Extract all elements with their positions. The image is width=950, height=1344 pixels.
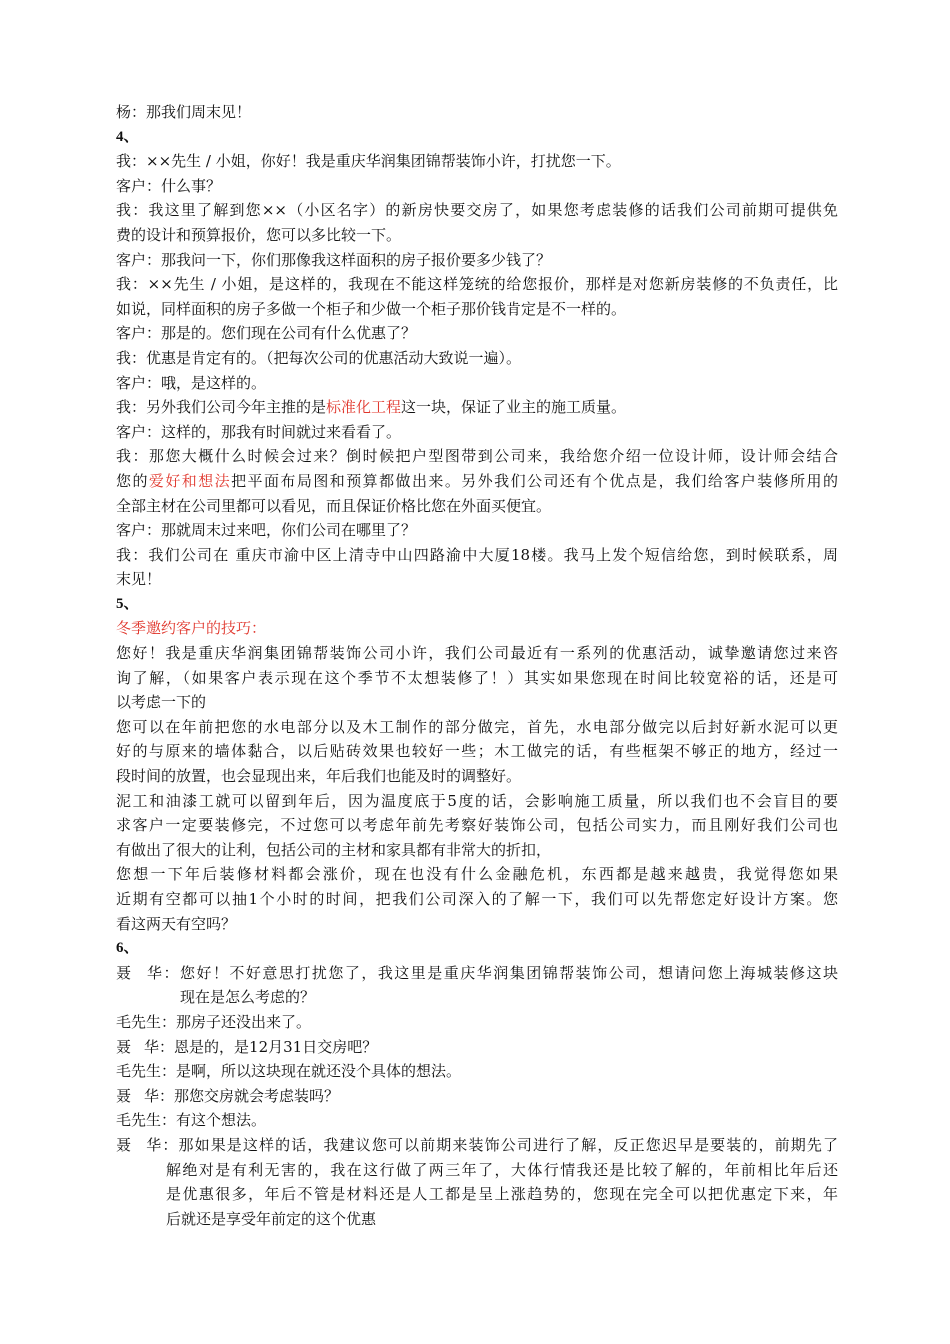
dialogue-continuation: 现在是怎么考虑的？: [180, 988, 316, 1007]
document-body: [116, 100, 838, 1231]
speech-text: 那您交房就会考虑装吗？: [174, 1086, 340, 1105]
speech-text: 那房子还没出来了。: [176, 1012, 312, 1031]
speech-text: 恩是的，是12月31日交房吧？: [174, 1037, 378, 1056]
speaker-name: 毛先生：: [116, 1062, 177, 1081]
paragraph-line: 您好！我是重庆华润集团锦帮装饰公司小许，我们公司最近有一系列的优惠活动，诚挚邀请您过来咨: [116, 644, 838, 663]
section-number-5: 5、: [116, 595, 139, 612]
paragraph-line: 有做出了很大的让利，包括公司的主材和家具都有非常大的折扣，: [116, 840, 552, 859]
speaker-name: 聂 华：: [116, 963, 180, 982]
paragraph-line: 近期有空都可以抽1个小时的时间，把我们公司深入的了解一下，我们可以先帮您定好设计方案。您: [116, 890, 838, 908]
speaker-name: 毛先生：: [116, 1012, 177, 1031]
section-title: 冬季邀约客户的技巧：: [116, 619, 267, 638]
dialogue-line: 如说，同样面积的房子多做一个柜子和少做一个柜子那价钱肯定是不一样的。: [116, 299, 627, 318]
dialogue-line: [116, 1133, 838, 1158]
paragraph-line: 好的与原来的墙体黏合，以后贴砖效果也较好一些；木工做完的话，有些框架不够正的地方，经过一: [116, 742, 838, 761]
paragraph-line: 看这两天有空吗？: [116, 914, 237, 933]
paragraph-line: 您想一下年后装修材料都会涨价，现在也没有什么金融危机，东西都是越来越贵，我觉得您如果: [116, 865, 838, 884]
dialogue-line: [116, 961, 838, 986]
speech-text: 您好！不好意思打扰您了，我这里是重庆华润集团锦帮装饰公司，想请问您上海城装修这块: [179, 963, 838, 982]
dialogue-line: 我：优惠是肯定有的。（把每次公司的优惠活动大致说一遍）。: [116, 348, 522, 367]
dialogue-line: [116, 1010, 838, 1035]
speaker-name: 聂 华：: [116, 1135, 179, 1154]
highlighted-term: 爱好和想法: [148, 471, 232, 490]
dialogue-line: 我：我这里了解到您××（小区名字）的新房快要交房了，如果您考虑装修的话我们公司前期可提供免: [116, 201, 838, 220]
dialogue-line: 客户：什么事？: [116, 176, 222, 195]
dialogue-line: [116, 395, 838, 420]
speech-text: 有这个想法。: [176, 1111, 267, 1130]
dialogue-line: 客户：那我问一下，你们那像我这样面积的房子报价要多少钱了？: [116, 250, 552, 269]
dialogue-line: 我：我们公司在 重庆市渝中区上清寺中山四路渝中大厦18楼。我马上发个短信给您，到时候联系，周: [116, 545, 838, 564]
paragraph-line: 您可以在年前把您的水电部分以及木工制作的部分做完，首先，水电部分做完以后封好新水泥可以更: [116, 717, 838, 736]
text-segment: 把平面布局图和预算都做出来。另外我们公司还有个优点是，我们给客户装修所用的: [231, 471, 838, 490]
speaker-name: 聂 华：: [116, 1086, 175, 1105]
speaker-name: 毛先生：: [116, 1111, 177, 1130]
dialogue-line: [116, 1108, 838, 1133]
paragraph-line: 求客户一定要装修完，不过您可以考虑年前先考察好装饰公司，包括公司实力，而且刚好我们公司也: [116, 816, 838, 835]
dialogue-line: 杨：那我们周末见！: [116, 103, 252, 121]
paragraph-line: 段时间的放置，也会显现出来，年后我们也能及时的调整好。: [116, 767, 522, 786]
dialogue-line: 客户：那就周末过来吧，你们公司在哪里了？: [116, 521, 417, 540]
paragraph-line: 泥工和油漆工就可以留到年后，因为温度底于5度的话，会影响施工质量，所以我们也不会盲目的要: [116, 791, 838, 810]
dialogue-line: [116, 1084, 838, 1109]
dialogue-line: 我：××先生 / 小姐，是这样的，我现在不能这样笼统的给您报价，那样是对您新房装修的不负责任，比: [116, 275, 838, 294]
dialogue-continuation: 解绝对是有利无害的，我在这行做了两三年了，大体行情我还是比较了解的，年前相比年后还: [166, 1160, 838, 1179]
dialogue-line: 费的设计和预算报价，您可以多比较一下。: [116, 225, 402, 244]
dialogue-line: 我：那您大概什么时候会过来？倒时候把户型图带到公司来，我给您介绍一位设计师，设计师会结合: [116, 447, 838, 466]
section-number-6: 6、: [116, 940, 139, 957]
speaker-name: 聂 华：: [116, 1037, 175, 1056]
text-segment: 我：另外我们公司今年主推的是: [116, 398, 327, 417]
text-segment: 这一块，保证了业主的施工质量。: [401, 398, 627, 417]
text-segment: 您的: [116, 471, 149, 490]
dialogue-line: 客户：这样的，那我有时间就过来看看了。: [116, 422, 402, 441]
highlighted-term: 标准化工程: [326, 398, 402, 417]
section-number-4: 4、: [116, 128, 139, 145]
dialogue-continuation: 是优惠很多，年后不管是材料还是人工都是呈上涨趋势的，您现在完全可以把优惠定下来，年: [166, 1185, 838, 1204]
speech-text: 那如果是这样的话，我建议您可以前期来装饰公司进行了解，反正您迟早是要装的，前期先了: [178, 1135, 838, 1154]
dialogue-line: [116, 1035, 838, 1060]
paragraph-line: 询了解，（如果客户表示现在这个季节不太想装修了！）其实如果您现在时间比较宽裕的话，还是可: [116, 668, 838, 687]
dialogue-line: 全部主材在公司里都可以看见，而且保证价格比您在外面买便宜。: [116, 496, 552, 515]
dialogue-line: 末见！: [116, 570, 162, 589]
dialogue-line: 客户：那是的。您们现在公司有什么优惠了？: [116, 324, 417, 343]
dialogue-line: 我：××先生 / 小姐，你好！我是重庆华润集团锦帮装饰小许，打扰您一下。: [116, 152, 621, 171]
dialogue-line: 客户：哦，是这样的。: [116, 373, 267, 392]
dialogue-line: [116, 469, 838, 494]
dialogue-line: [116, 1059, 838, 1084]
paragraph-line: 以考虑一下的: [116, 693, 207, 712]
speech-text: 是啊，所以这块现在就还没个具体的想法。: [176, 1062, 462, 1081]
dialogue-continuation: 后就还是享受年前定的这个优惠: [166, 1209, 377, 1228]
